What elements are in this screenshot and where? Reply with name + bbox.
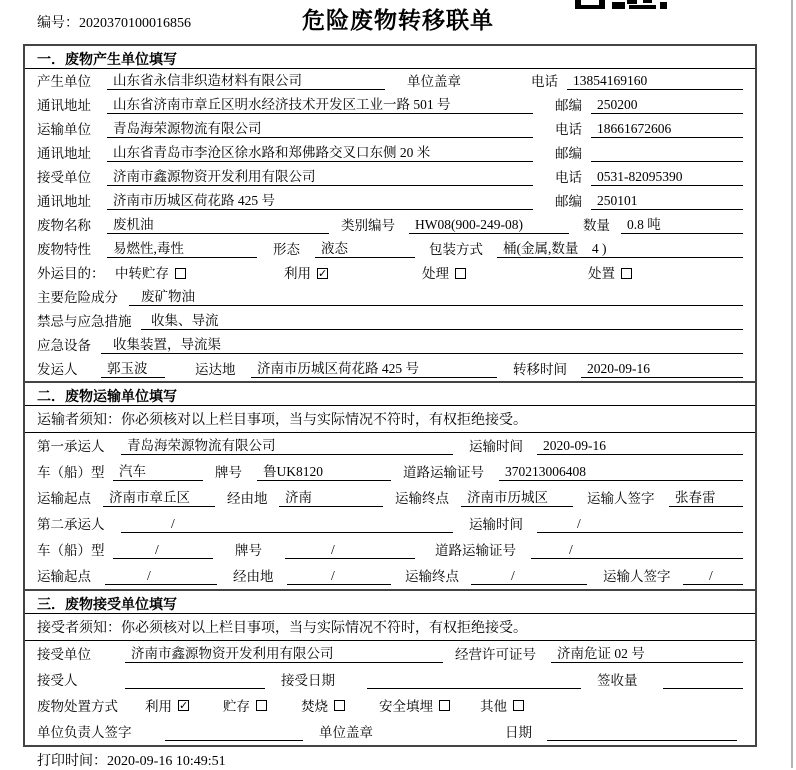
responsible-signature-label: 单位负责人签字 [37, 725, 132, 740]
destination-field: 济南市历城区荷花路 425 号 [251, 360, 497, 378]
acceptor-name-field [125, 688, 265, 689]
row-waste-props [25, 237, 755, 261]
category-code-field: HW08(900-249-08) [409, 216, 569, 234]
producer-address-label: 通讯地址 [37, 98, 91, 113]
transporter-label: 运输单位 [37, 122, 91, 137]
row-route1 [25, 485, 755, 511]
purpose-option-dispose-label: 处置 [588, 266, 615, 281]
disposal-other-checkbox [513, 700, 524, 711]
responsible-signature-field [165, 740, 303, 741]
route2-end-field: / [471, 567, 587, 585]
transporter-zip-field [591, 161, 743, 162]
operating-license-label: 经营许可证号 [455, 647, 536, 662]
carrier1-time-label: 运输时间 [469, 439, 523, 454]
disposal-utilize-checkbox: ✓ [179, 699, 189, 712]
row-waste-name [25, 213, 755, 237]
operating-license-field: 济南危证 02 号 [551, 645, 743, 663]
disposal-storage-checkbox [256, 700, 267, 711]
print-time-value: 2020-09-16 10:49:51 [107, 754, 226, 769]
carrier2-field: / [121, 515, 453, 533]
disposal-incinerate-checkbox [334, 700, 345, 711]
destination-label: 运达地 [195, 362, 236, 377]
route2-sign-field: / [683, 567, 743, 585]
row-producer-address [25, 93, 755, 117]
purpose-option-utilize-label: 利用 [284, 266, 311, 281]
signed-qty-field [663, 688, 743, 689]
row-hazard [25, 285, 755, 309]
row-disposal-method [25, 693, 755, 719]
emergency-measures-field: 收集、导流 [141, 312, 743, 330]
row-transporter [25, 117, 755, 141]
route2-via-field: / [287, 567, 391, 585]
receiver-phone-label: 电话 [555, 170, 582, 185]
section1-header: 一．废物产生单位填写 [25, 46, 755, 69]
quantity-field: 0.8 吨 [621, 216, 743, 234]
route2-start-field: / [105, 567, 217, 585]
section-transporter [25, 381, 755, 589]
row-carrier2 [25, 511, 755, 537]
unit-seal2-label: 单位盖章 [319, 725, 373, 740]
plate2-label: 牌号 [235, 543, 262, 558]
emergency-equipment-field: 收集装置，导流渠 [101, 336, 743, 354]
purpose-label: 外运目的： [37, 266, 105, 281]
route1-via-label: 经由地 [227, 491, 268, 506]
disposal-storage-label: 贮存 [223, 699, 250, 714]
route1-start-label: 运输起点 [37, 491, 91, 506]
receiver-notice: 接受者须知：你必须核对以上栏目事项，当与实际情况不符时，有权拒绝接受。 [25, 614, 755, 641]
road-license1-label: 道路运输证号 [403, 465, 484, 480]
transporter-address-label: 通讯地址 [37, 146, 91, 161]
treat-checkbox [455, 268, 466, 279]
producer-zip-field: 250200 [591, 96, 743, 114]
form-field: 液态 [315, 240, 415, 258]
row-responsible-signature [25, 719, 755, 745]
transporter-zip-label: 邮编 [555, 146, 582, 161]
page-edge-line [791, 0, 793, 768]
transporter-notice: 运输者须知：你必须核对以上栏目事项，当与实际情况不符时，有权拒绝接受。 [25, 406, 755, 433]
row-transporter-address [25, 141, 755, 165]
serial-label: 编号： [37, 16, 79, 31]
row-receiver [25, 165, 755, 189]
road-license2-label: 道路运输证号 [435, 543, 516, 558]
section3-header: 三．废物接受单位填写 [25, 591, 755, 614]
route1-end-field: 济南市历城区 [461, 489, 573, 507]
transfer-time-field: 2020-09-16 [581, 360, 743, 378]
hazard-label: 主要危险成分 [37, 290, 118, 305]
receiver-address-field: 济南市历城区荷花路 425 号 [107, 192, 533, 210]
row-carrier1 [25, 433, 755, 459]
shipper-name-field: 郭玉波 [101, 360, 165, 378]
producer-phone-field: 13854169160 [567, 72, 743, 90]
route1-via-field: 济南 [279, 489, 383, 507]
quantity-label: 数量 [583, 218, 610, 233]
accept-date-field [367, 688, 581, 689]
emergency-equipment-label: 应急设备 [37, 338, 91, 353]
emergency-measures-label: 禁忌与应急措施 [37, 314, 132, 329]
disposal-other-label: 其他 [480, 699, 507, 714]
shipper-label: 发运人 [37, 362, 78, 377]
row-shipper [25, 357, 755, 381]
print-timestamp [37, 750, 226, 770]
receiving-unit-label: 接受单位 [37, 647, 91, 662]
transfer-form-table [23, 44, 757, 747]
carrier1-label: 第一承运人 [37, 439, 105, 454]
vehicle2-label: 车（船）型 [37, 543, 105, 558]
vehicle1-type-field: 汽车 [113, 463, 203, 481]
route2-start-label: 运输起点 [37, 569, 91, 584]
disposal-landfill-label: 安全填埋 [379, 699, 433, 714]
receiver-value-field: 济南市鑫源物资开发利用有限公司 [107, 168, 533, 186]
row-acceptor [25, 667, 755, 693]
disposal-method-label: 废物处置方式 [37, 699, 118, 714]
transporter-value-field: 青岛海荣源物流有限公司 [107, 120, 533, 138]
route1-start-field: 济南市章丘区 [103, 489, 215, 507]
transfer-storage-checkbox [175, 268, 186, 279]
accept-date-label: 接受日期 [281, 673, 335, 688]
row-vehicle2 [25, 537, 755, 563]
waste-props-field: 易燃性,毒性 [107, 240, 257, 258]
carrier2-label: 第二承运人 [37, 517, 105, 532]
row-route2 [25, 563, 755, 589]
date-label: 日期 [505, 725, 532, 740]
waste-props-label: 废物特性 [37, 242, 91, 257]
unit-seal-label: 单位盖章 [407, 74, 461, 89]
vehicle1-label: 车（船）型 [37, 465, 105, 480]
transfer-time-label: 转移时间 [513, 362, 567, 377]
plate1-label: 牌号 [215, 465, 242, 480]
carrier1-time-field: 2020-09-16 [537, 437, 743, 455]
producer-phone-label: 电话 [531, 74, 558, 89]
vehicle2-type-field: / [113, 541, 213, 559]
producer-zip-label: 邮编 [555, 98, 582, 113]
receiver-phone-field: 0531-82095390 [591, 168, 743, 186]
carrier1-field: 青岛海荣源物流有限公司 [121, 437, 453, 455]
row-emergency-measures [25, 309, 755, 333]
print-time-label: 打印时间： [37, 754, 107, 769]
producer-label: 产生单位 [37, 74, 91, 89]
road-license2-field: / [531, 541, 743, 559]
row-vehicle1 [25, 459, 755, 485]
disposal-landfill-checkbox [439, 700, 450, 711]
receiver-zip-field: 250101 [591, 192, 743, 210]
form-label: 形态 [273, 242, 300, 257]
transporter-phone-field: 18661672606 [591, 120, 743, 138]
plate1-field: 鲁UK8120 [257, 463, 391, 481]
route2-via-label: 经由地 [233, 569, 274, 584]
packing-field: 桶(金属,数量 4 ) [497, 240, 743, 258]
row-emergency-equipment [25, 333, 755, 357]
producer-address-field: 山东省济南市章丘区明水经济技术开发区工业一路 501 号 [107, 96, 533, 114]
disposal-incinerate-label: 焚烧 [301, 699, 328, 714]
receiver-label: 接受单位 [37, 170, 91, 185]
route1-end-label: 运输终点 [395, 491, 449, 506]
plate2-field: / [285, 541, 415, 559]
packing-label: 包装方式 [429, 242, 483, 257]
route1-sign-label: 运输人签字 [587, 491, 655, 506]
route2-sign-label: 运输人签字 [603, 569, 671, 584]
signed-qty-label: 签收量 [597, 673, 638, 688]
transporter-address-field: 山东省青岛市李沧区徐水路和郑佛路交叉口东侧 20 米 [107, 144, 533, 162]
row-receiving-unit [25, 641, 755, 667]
row-purpose [25, 261, 755, 285]
purpose-option-transfer-label: 中转贮存 [115, 266, 169, 281]
route1-sign-field: 张春雷 [669, 489, 743, 507]
acceptor-label: 接受人 [37, 673, 78, 688]
dispose-checkbox [621, 268, 632, 279]
purpose-option-treat-label: 处理 [422, 266, 449, 281]
page-title: 危险废物转移联单 [302, 7, 494, 33]
section-receiver [25, 589, 755, 745]
receiving-unit-field: 济南市鑫源物资开发利用有限公司 [125, 645, 443, 663]
utilize-checkbox: ✓ [318, 266, 328, 280]
transporter-phone-label: 电话 [555, 122, 582, 137]
road-license1-field: 370213006408 [499, 463, 743, 481]
waste-name-label: 废物名称 [37, 218, 91, 233]
section2-header: 二．废物运输单位填写 [25, 383, 755, 406]
disposal-utilize-label: 利用 [145, 699, 172, 714]
row-receiver-address [25, 189, 755, 213]
route2-end-label: 运输终点 [405, 569, 459, 584]
hazard-field: 废矿物油 [129, 288, 743, 306]
receiver-address-label: 通讯地址 [37, 194, 91, 209]
row-producer [25, 69, 755, 93]
serial-value: 2020370100016856 [79, 16, 191, 31]
waste-name-field: 废机油 [107, 216, 329, 234]
producer-value-field: 山东省永信非织造材料有限公司 [107, 72, 385, 90]
receiver-zip-label: 邮编 [555, 194, 582, 209]
category-code-label: 类别编号 [341, 218, 395, 233]
section-producer [25, 46, 755, 381]
carrier2-time-field: / [537, 515, 743, 533]
date-field [547, 740, 737, 741]
carrier2-time-label: 运输时间 [469, 517, 523, 532]
